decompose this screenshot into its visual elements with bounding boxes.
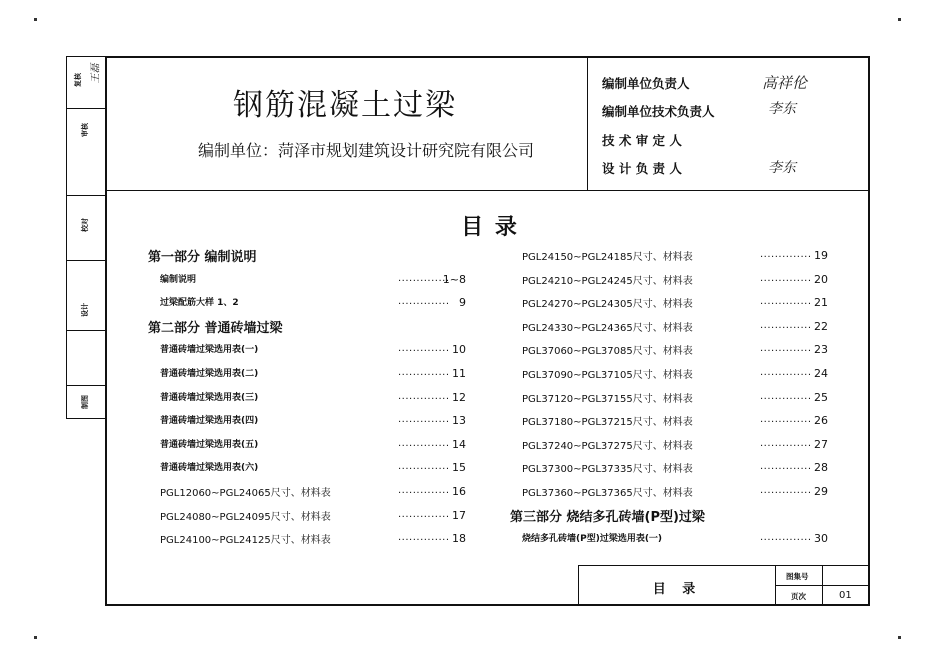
toc-entry-page: 14	[452, 437, 466, 451]
toc-leader-dots: ..............	[398, 485, 450, 496]
toc-entry-page: 10	[452, 343, 466, 357]
corner-mark	[898, 18, 901, 21]
toc-entry-page: 19	[814, 249, 828, 262]
toc-section-heading: 第一部分 编制说明	[148, 250, 257, 265]
toc-entry-title[interactable]: PGL24330~PGL24365尺寸、材料表	[522, 322, 693, 334]
toc-entry-page: 13	[452, 414, 466, 428]
toc-entry-page: 27	[814, 437, 828, 451]
toc-entry-page: 23	[814, 343, 828, 357]
toc-leader-dots: ..............	[760, 532, 812, 544]
toc-entry-page: 22	[814, 319, 828, 333]
toc-leader-dots: ..............	[398, 296, 450, 308]
toc-entry-title[interactable]: 普通砖墙过梁选用表(四)	[160, 416, 259, 427]
toc-leader-dots: ..............	[760, 343, 812, 355]
toc-entry-page: 24	[814, 367, 828, 380]
toc-entry-page: 16	[452, 485, 466, 498]
toc-leader-dots: ..............	[398, 343, 450, 355]
toc-entry-title[interactable]: PGL37240~PGL37275尺寸、材料表	[522, 440, 693, 452]
corner-mark	[34, 18, 37, 21]
side-label-review: 复核	[74, 73, 82, 87]
toc-section-heading: 第三部分 烧结多孔砖墙(P型)过梁	[510, 509, 705, 525]
atlas-number-label: 图集号	[786, 572, 809, 581]
toc-leader-dots: ..............	[398, 414, 450, 426]
toc-leader-dots: ..............	[398, 508, 450, 520]
toc-leader-dots: ..............	[760, 367, 812, 378]
toc-entry-page: 11	[452, 367, 466, 380]
frame-top	[105, 56, 870, 58]
toc-entry-title[interactable]: PGL37120~PGL37155尺寸、材料表	[522, 393, 693, 405]
toc-entry-title[interactable]: PGL37300~PGL37335尺寸、材料表	[522, 464, 693, 476]
toc-entry-page: 21	[814, 296, 828, 310]
toc-leader-dots: ..............	[760, 414, 812, 426]
role-tech-head: 编制单位技术负责人	[602, 104, 715, 119]
title-block-name: 目 录	[652, 582, 702, 597]
document-title: 钢筋混凝土过梁	[233, 88, 457, 123]
toc-leader-dots: ..............	[760, 296, 812, 308]
toc-leader-dots: ..............	[398, 367, 450, 378]
corner-mark	[898, 636, 901, 639]
toc-entry-page: 30	[814, 532, 828, 546]
toc-leader-dots: ..............	[398, 532, 450, 544]
header-vertical-divider	[587, 56, 588, 191]
toc-entry-page: 15	[452, 461, 466, 475]
toc-entry-title[interactable]: PGL24080~PGL24095尺寸、材料表	[160, 511, 331, 523]
toc-leader-dots: ..............	[760, 437, 812, 449]
toc-entry-title[interactable]: PGL12060~PGL24065尺寸、材料表	[160, 488, 331, 499]
toc-leader-dots: ..............	[760, 485, 812, 496]
toc-entry-page: 9	[459, 296, 466, 310]
toc-entry-page: 12	[452, 390, 466, 404]
role-design-head: 设 计 负 责 人	[602, 161, 682, 176]
toc-entry-page: 1~8	[442, 272, 466, 286]
signature-unit-head: 高祥伦	[762, 74, 808, 92]
toc-leader-dots: ..............	[398, 461, 450, 473]
toc-entry-title[interactable]: PGL37360~PGL37365尺寸、材料表	[522, 488, 693, 499]
toc-entry-title[interactable]: 编制说明	[160, 274, 197, 285]
corner-mark	[34, 636, 37, 639]
side-signature: 王磊	[90, 63, 102, 84]
toc-entry-title[interactable]: PGL24100~PGL24125尺寸、材料表	[160, 535, 331, 547]
toc-entry-title[interactable]: 普通砖墙过梁选用表(三)	[160, 392, 259, 403]
toc-entry-title[interactable]: 烧结多孔砖墙(P型)过梁选用表(一)	[522, 534, 663, 545]
toc-entry-page: 18	[452, 532, 466, 546]
toc-entry-title[interactable]: PGL24150~PGL24185尺寸、材料表	[522, 252, 693, 263]
toc-section-heading: 第二部分 普通砖墙过梁	[148, 320, 283, 336]
toc-title: 目 录	[461, 215, 519, 240]
side-label-proofread: 校对	[81, 218, 89, 232]
toc-entry-page: 29	[814, 485, 828, 498]
role-unit-head: 编制单位负责人	[602, 76, 690, 91]
toc-leader-dots: ..............	[760, 249, 812, 260]
toc-entry-title[interactable]: PGL37090~PGL37105尺寸、材料表	[522, 370, 693, 381]
toc-leader-dots: ..............	[760, 390, 812, 402]
side-label-audit: 审核	[81, 123, 89, 137]
organization-name: 编制单位：菏泽市规划建筑设计研究院有限公司	[198, 141, 535, 160]
signature-tech-head: 李东	[768, 101, 796, 117]
toc-entry-page: 20	[814, 272, 828, 286]
role-approver: 技 术 审 定 人	[602, 133, 682, 148]
signature-design-head: 李东	[768, 160, 796, 176]
page-number-value: 01	[839, 590, 852, 601]
toc-leader-dots: ..............	[760, 461, 812, 473]
toc-leader-dots: ..............	[398, 272, 450, 284]
toc-entry-title[interactable]: 过梁配筋大样 1、2	[160, 298, 239, 309]
toc-leader-dots: ..............	[398, 390, 450, 402]
toc-entry-title[interactable]: PGL37060~PGL37085尺寸、材料表	[522, 346, 693, 358]
toc-entry-page: 26	[814, 414, 828, 428]
frame-left	[105, 56, 107, 606]
toc-entry-title[interactable]: PGL37180~PGL37215尺寸、材料表	[522, 417, 693, 429]
toc-entry-page: 17	[452, 508, 466, 522]
toc-leader-dots: ..............	[398, 437, 450, 449]
frame-right	[868, 56, 870, 606]
side-label-drawing: 制图	[81, 394, 89, 409]
side-label-design: 设计	[81, 303, 89, 317]
toc-entry-title[interactable]: 普通砖墙过梁选用表(二)	[160, 369, 259, 379]
toc-entry-title[interactable]: PGL24270~PGL24305尺寸、材料表	[522, 299, 693, 311]
header-divider	[105, 190, 870, 191]
page-number-label: 页次	[791, 592, 806, 601]
toc-entry-title[interactable]: 普通砖墙过梁选用表(一)	[160, 345, 259, 356]
toc-leader-dots: ..............	[760, 319, 812, 331]
toc-entry-title[interactable]: PGL24210~PGL24245尺寸、材料表	[522, 275, 693, 287]
toc-entry-title[interactable]: 普通砖墙过梁选用表(六)	[160, 463, 259, 474]
toc-leader-dots: ..............	[760, 272, 812, 284]
frame-bottom	[105, 604, 870, 606]
toc-entry-page: 28	[814, 461, 828, 475]
toc-entry-page: 25	[814, 390, 828, 404]
toc-entry-title[interactable]: 普通砖墙过梁选用表(五)	[160, 439, 259, 450]
